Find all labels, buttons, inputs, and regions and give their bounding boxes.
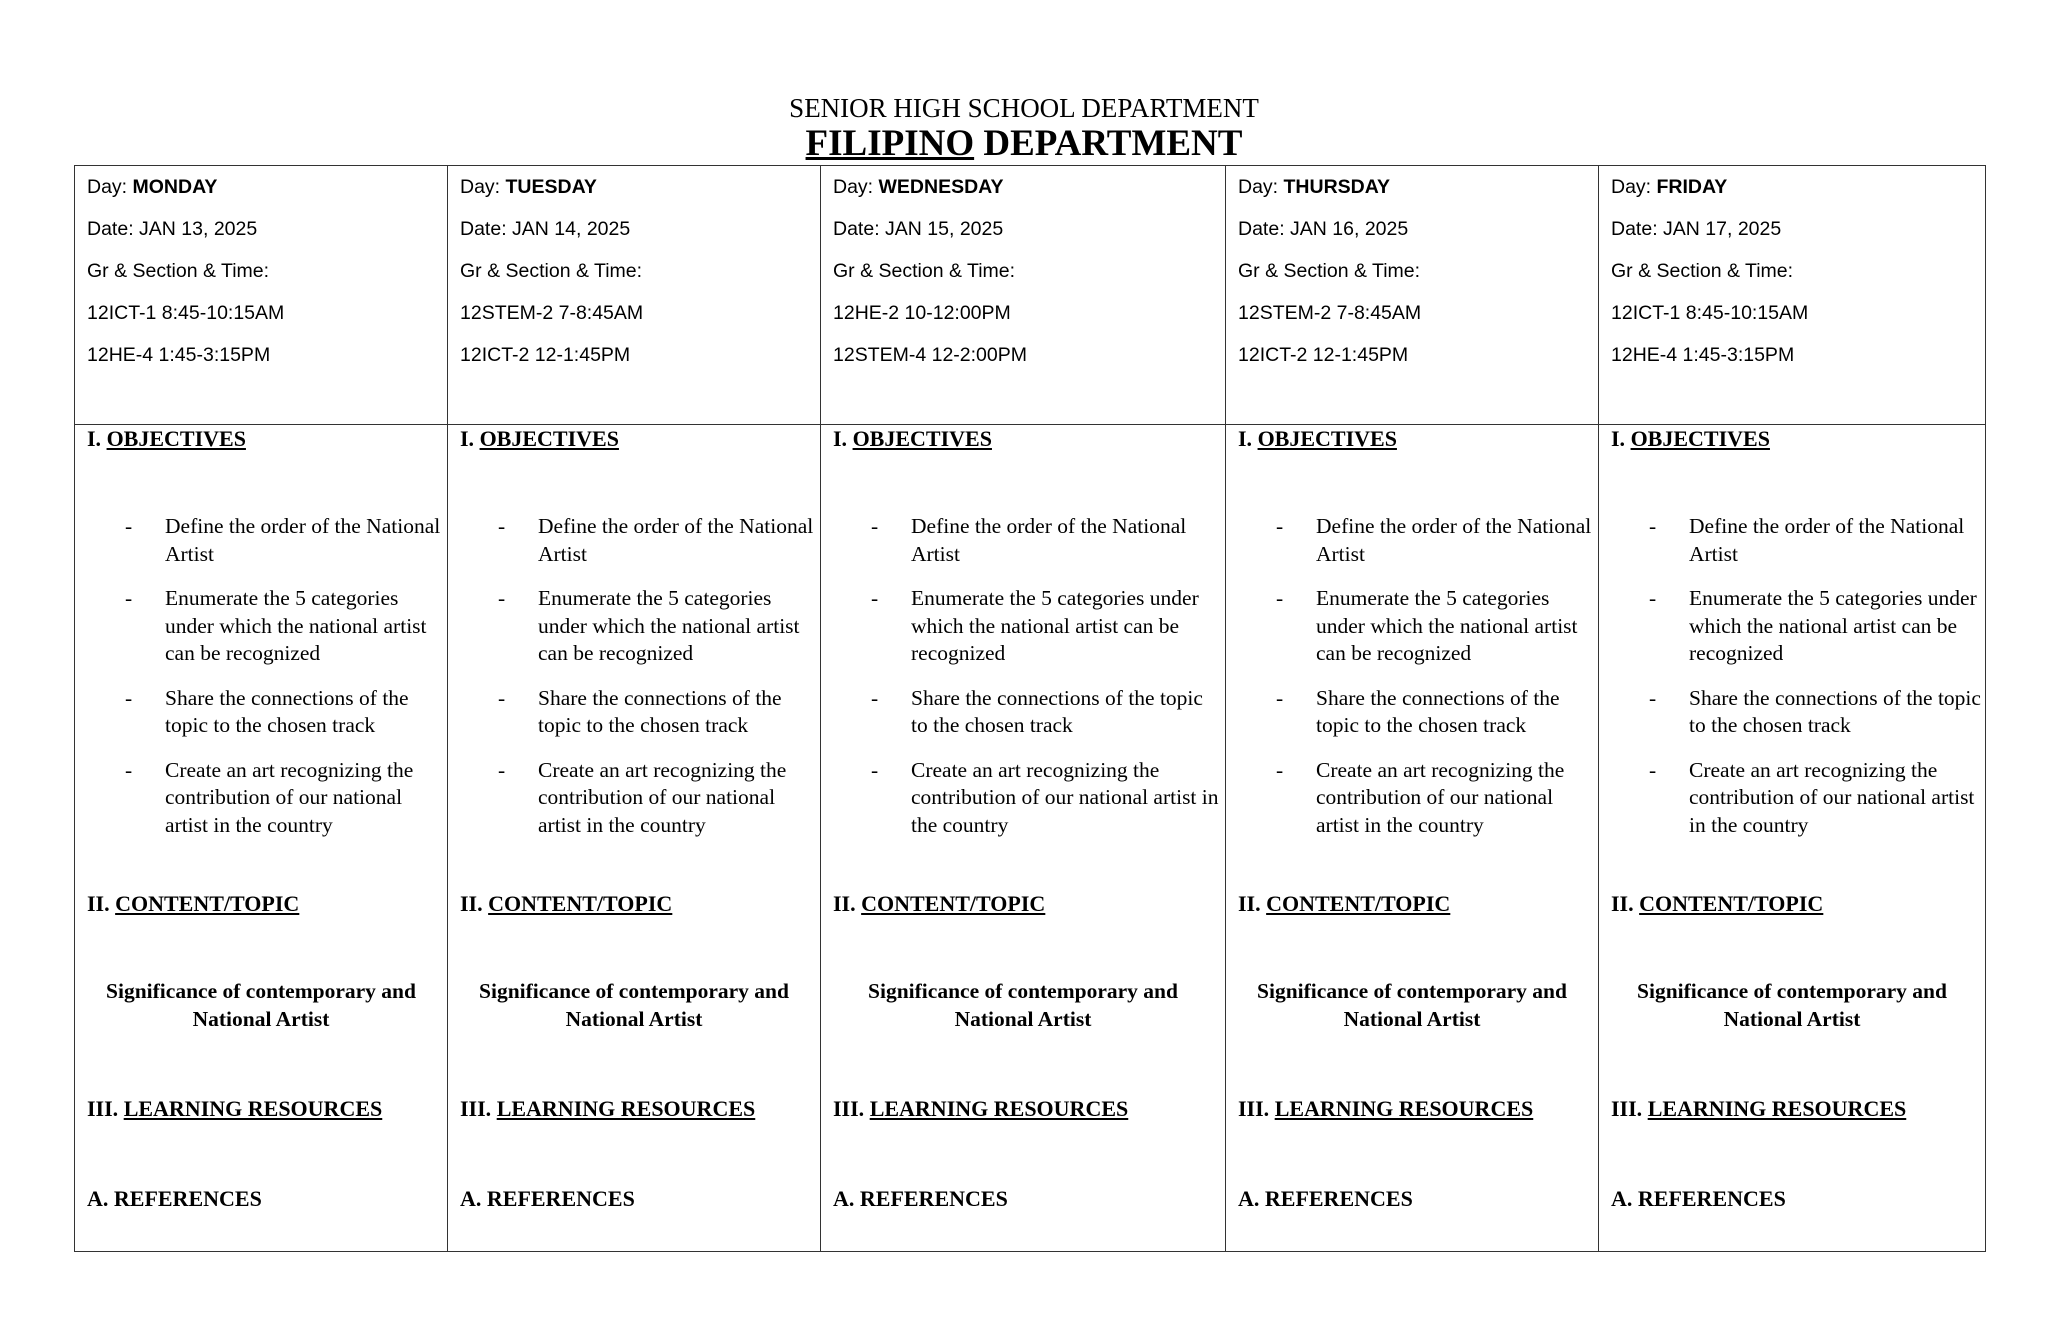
objective-item xyxy=(1611,513,1985,568)
dash-bullet: - xyxy=(1276,514,1284,538)
objective-text: Enumerate the 5 categories under which the national artist can be recognized xyxy=(538,586,800,665)
content-topic-heading xyxy=(1238,890,1598,918)
objective-item xyxy=(1238,685,1598,740)
dash-bullet: - xyxy=(498,514,506,538)
date-label: Date: xyxy=(833,218,886,240)
date-line xyxy=(833,208,1225,250)
day-line xyxy=(1611,166,1985,208)
dash-bullet: - xyxy=(125,586,133,610)
objective-text: Define the order of the National Artist xyxy=(911,514,1187,566)
section-number: I. xyxy=(87,426,107,451)
dash-bullet: - xyxy=(125,685,133,710)
objective-text: Define the order of the National Artist xyxy=(1316,514,1592,566)
objective-text: Create an art recognizing the contribution of our national artist in the country xyxy=(1689,757,1975,837)
section-title: LEARNING RESOURCES xyxy=(496,1096,756,1121)
objective-text: Enumerate the 5 categories under which the national artist can be recognized xyxy=(1316,586,1578,665)
objective-text: Define the order of the National Artist xyxy=(538,514,814,566)
section-title: CONTENT/TOPIC xyxy=(488,891,673,916)
day-name: THURSDAY xyxy=(1283,176,1391,198)
class-schedule: 12ICT-2 12-1:45PM xyxy=(460,344,631,366)
day-name: MONDAY xyxy=(132,176,218,198)
day-lesson-cell xyxy=(1226,425,1599,1252)
references-heading: A. REFERENCES xyxy=(833,1186,1008,1211)
dash-bullet: - xyxy=(498,586,506,610)
objective-text: Share the connections of the topic to the chosen track xyxy=(911,685,1203,737)
references-heading: A. REFERENCES xyxy=(1611,1186,1786,1211)
objective-text: Create an art recognizing the contribution of our national artist in the country xyxy=(538,757,787,837)
school-department-title: SENIOR HIGH SCHOOL DEPARTMENT xyxy=(789,93,1259,123)
class-schedule: 12STEM-4 12-2:00PM xyxy=(833,344,1028,366)
day-lesson-cell xyxy=(75,425,448,1252)
section-number: III. xyxy=(460,1096,497,1121)
class-schedule: 12HE-2 10-12:00PM xyxy=(833,302,1011,324)
objective-text: Define the order of the National Artist xyxy=(1689,514,1965,566)
day-info-cell xyxy=(1599,166,1986,425)
dash-bullet: - xyxy=(125,757,133,782)
section-number: II. xyxy=(833,891,862,916)
section-number: III. xyxy=(833,1096,870,1121)
day-info-cell xyxy=(821,166,1226,425)
objective-text: Create an art recognizing the contribution of our national artist in the country xyxy=(165,757,414,837)
references-heading: A. REFERENCES xyxy=(460,1186,635,1211)
objectives-heading xyxy=(833,425,1225,453)
day-line xyxy=(833,166,1225,208)
day-label: Day: xyxy=(1611,176,1657,198)
topic-text: Significance of contemporary and National Artist xyxy=(1637,979,1947,1031)
section-number: I. xyxy=(1238,426,1258,451)
references-heading: A. REFERENCES xyxy=(1238,1186,1413,1211)
objectives-list xyxy=(1238,513,1598,839)
department-name-underlined: FILIPINO xyxy=(805,123,975,164)
section-number: II. xyxy=(460,891,489,916)
objective-text: Share the connections of the topic to the chosen track xyxy=(165,685,409,737)
objectives-heading xyxy=(1611,425,1985,453)
section-title: LEARNING RESOURCES xyxy=(869,1096,1129,1121)
dash-bullet: - xyxy=(1276,685,1284,710)
day-lesson-cell xyxy=(1599,425,1986,1252)
day-info-cell xyxy=(75,166,448,425)
section-number: II. xyxy=(1611,891,1640,916)
section-time-label: Gr & Section & Time: xyxy=(1611,260,1794,282)
objective-item xyxy=(833,757,1225,840)
day-label: Day: xyxy=(87,176,133,198)
section-number: I. xyxy=(460,426,480,451)
day-label: Day: xyxy=(1238,176,1284,198)
section-title: OBJECTIVES xyxy=(479,426,619,451)
objectives-heading xyxy=(1238,425,1598,453)
objective-item xyxy=(833,513,1225,568)
references-heading: A. REFERENCES xyxy=(87,1186,262,1211)
date-label: Date: xyxy=(460,218,513,240)
dash-bullet: - xyxy=(1276,757,1284,782)
section-number: I. xyxy=(1611,426,1631,451)
objective-item xyxy=(460,513,820,568)
lesson-body-row xyxy=(75,425,1986,1252)
class-schedule: 12HE-4 1:45-3:15PM xyxy=(87,344,271,366)
objective-text: Create an art recognizing the contribution of our national artist in the country xyxy=(1316,757,1565,837)
section-title: OBJECTIVES xyxy=(106,426,246,451)
date-line xyxy=(1611,208,1985,250)
objective-text: Define the order of the National Artist xyxy=(165,514,441,566)
objective-text: Create an art recognizing the contribution of our national artist in the country xyxy=(911,757,1219,837)
date-value: JAN 14, 2025 xyxy=(512,218,631,240)
learning-resources-heading xyxy=(833,1095,1225,1123)
objective-item xyxy=(460,757,820,840)
dash-bullet: - xyxy=(1649,514,1657,538)
day-name: FRIDAY xyxy=(1656,176,1728,198)
dash-bullet: - xyxy=(498,757,506,782)
section-title: CONTENT/TOPIC xyxy=(1639,891,1824,916)
day-line xyxy=(460,166,820,208)
class-schedule: 12STEM-2 7-8:45AM xyxy=(1238,302,1422,324)
day-info-cell xyxy=(1226,166,1599,425)
objective-text: Enumerate the 5 categories under which the national artist can be recognized xyxy=(165,586,427,665)
day-info-row xyxy=(75,166,1986,425)
objective-item xyxy=(1611,757,1985,840)
objective-item xyxy=(87,757,447,840)
day-name: TUESDAY xyxy=(505,176,597,198)
objective-item xyxy=(1611,685,1985,740)
learning-resources-heading xyxy=(1238,1095,1598,1123)
day-label: Day: xyxy=(460,176,506,198)
date-label: Date: xyxy=(1611,218,1664,240)
section-number: III. xyxy=(87,1096,124,1121)
topic-text: Significance of contemporary and National Artist xyxy=(868,979,1178,1031)
class-schedule: 12ICT-2 12-1:45PM xyxy=(1238,344,1409,366)
section-number: III. xyxy=(1611,1096,1648,1121)
date-value: JAN 16, 2025 xyxy=(1290,218,1409,240)
section-title: LEARNING RESOURCES xyxy=(1647,1096,1907,1121)
objective-item xyxy=(1238,513,1598,568)
objective-text: Share the connections of the topic to the chosen track xyxy=(1689,685,1981,737)
objective-item xyxy=(87,685,447,740)
section-title: OBJECTIVES xyxy=(852,426,992,451)
content-topic-heading xyxy=(1611,890,1985,918)
date-label: Date: xyxy=(1238,218,1291,240)
section-title: LEARNING RESOURCES xyxy=(123,1096,383,1121)
section-time-label: Gr & Section & Time: xyxy=(460,260,643,282)
section-time-label: Gr & Section & Time: xyxy=(87,260,270,282)
section-number: II. xyxy=(87,891,116,916)
dash-bullet: - xyxy=(1649,757,1657,782)
objective-item xyxy=(1611,585,1985,668)
objective-item xyxy=(460,685,820,740)
class-schedule: 12ICT-1 8:45-10:15AM xyxy=(87,302,285,324)
dash-bullet: - xyxy=(125,514,133,538)
day-label: Day: xyxy=(833,176,879,198)
date-value: JAN 13, 2025 xyxy=(139,218,258,240)
objective-item xyxy=(1238,585,1598,668)
objectives-list xyxy=(1611,513,1985,839)
objective-item xyxy=(87,585,447,668)
dash-bullet: - xyxy=(1649,685,1657,710)
section-number: II. xyxy=(1238,891,1267,916)
learning-resources-heading xyxy=(460,1095,820,1123)
objective-item xyxy=(833,685,1225,740)
section-title: CONTENT/TOPIC xyxy=(861,891,1046,916)
dash-bullet: - xyxy=(871,514,879,538)
objective-item xyxy=(833,585,1225,668)
dash-bullet: - xyxy=(871,685,879,710)
topic-text: Significance of contemporary and National Artist xyxy=(1257,979,1567,1031)
lesson-plan-table xyxy=(74,165,1986,1252)
dash-bullet: - xyxy=(1276,586,1284,610)
section-title: OBJECTIVES xyxy=(1630,426,1770,451)
section-number: III. xyxy=(1238,1096,1275,1121)
date-label: Date: xyxy=(87,218,140,240)
day-lesson-cell xyxy=(448,425,821,1252)
dash-bullet: - xyxy=(1649,586,1657,610)
date-value: JAN 17, 2025 xyxy=(1663,218,1782,240)
objective-item xyxy=(87,513,447,568)
objective-item xyxy=(1238,757,1598,840)
day-info-cell xyxy=(448,166,821,425)
day-line xyxy=(1238,166,1598,208)
day-line xyxy=(87,166,447,208)
section-title: CONTENT/TOPIC xyxy=(115,891,300,916)
content-topic-heading xyxy=(833,890,1225,918)
objective-text: Share the connections of the topic to the chosen track xyxy=(1316,685,1560,737)
dash-bullet: - xyxy=(871,757,879,782)
objective-text: Share the connections of the topic to the chosen track xyxy=(538,685,782,737)
dash-bullet: - xyxy=(498,685,506,710)
date-line xyxy=(460,208,820,250)
section-time-label: Gr & Section & Time: xyxy=(833,260,1016,282)
class-schedule: 12HE-4 1:45-3:15PM xyxy=(1611,344,1795,366)
topic-text: Significance of contemporary and National Artist xyxy=(106,979,416,1031)
topic-text: Significance of contemporary and National Artist xyxy=(479,979,789,1031)
date-line xyxy=(1238,208,1598,250)
dash-bullet: - xyxy=(871,586,879,610)
objective-text: Enumerate the 5 categories under which the national artist can be recognized xyxy=(1689,586,1977,665)
learning-resources-heading xyxy=(1611,1095,1985,1123)
class-schedule: 12STEM-2 7-8:45AM xyxy=(460,302,644,324)
objectives-list xyxy=(833,513,1225,839)
objectives-heading xyxy=(460,425,820,453)
date-value: JAN 15, 2025 xyxy=(885,218,1004,240)
department-word: DEPARTMENT xyxy=(974,123,1243,164)
section-title: LEARNING RESOURCES xyxy=(1274,1096,1534,1121)
objective-text: Enumerate the 5 categories under which the national artist can be recognized xyxy=(911,586,1199,665)
section-time-label: Gr & Section & Time: xyxy=(1238,260,1421,282)
objective-item xyxy=(460,585,820,668)
section-title: CONTENT/TOPIC xyxy=(1266,891,1451,916)
day-name: WEDNESDAY xyxy=(878,176,1004,198)
objectives-list xyxy=(460,513,820,839)
content-topic-heading xyxy=(460,890,820,918)
content-topic-heading xyxy=(87,890,447,918)
objectives-heading xyxy=(87,425,447,453)
learning-resources-heading xyxy=(87,1095,447,1123)
class-schedule: 12ICT-1 8:45-10:15AM xyxy=(1611,302,1809,324)
filipino-department-title xyxy=(0,122,2048,165)
objectives-list xyxy=(87,513,447,839)
date-line xyxy=(87,208,447,250)
day-lesson-cell xyxy=(821,425,1226,1252)
section-title: OBJECTIVES xyxy=(1257,426,1397,451)
section-number: I. xyxy=(833,426,853,451)
